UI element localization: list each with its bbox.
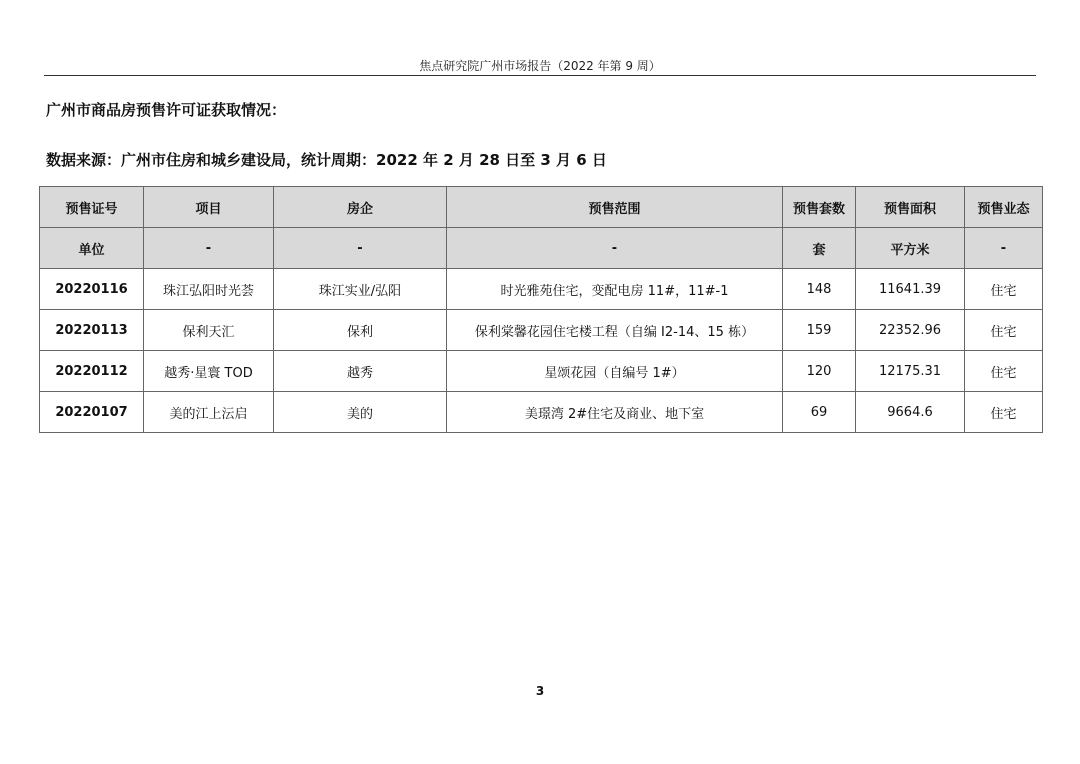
unit-cell: -: [965, 228, 1043, 269]
unit-cell: 平方米: [856, 228, 965, 269]
developer-cell: 珠江实业/弘阳: [274, 269, 447, 310]
column-header: 房企: [274, 187, 447, 228]
project-cell: 珠江弘阳时光荟: [144, 269, 274, 310]
page-number: 3: [535, 684, 545, 698]
column-header: 预售范围: [447, 187, 783, 228]
table-unit-row: [40, 228, 1043, 269]
table-header-row: [40, 187, 1043, 228]
area-cell: 9664.6: [856, 392, 965, 433]
column-header: 预售业态: [965, 187, 1043, 228]
project-cell: 越秀·星寰 TOD: [144, 351, 274, 392]
area-cell: 11641.39: [856, 269, 965, 310]
column-header: 预售面积: [856, 187, 965, 228]
developer-cell: 越秀: [274, 351, 447, 392]
table-row: [40, 310, 1043, 351]
permit-number-cell: 20220113: [40, 310, 144, 351]
unit-count-cell: 120: [783, 351, 856, 392]
table-row: [40, 269, 1043, 310]
property-type-cell: 住宅: [965, 351, 1043, 392]
area-cell: 22352.96: [856, 310, 965, 351]
presale-scope-cell: 星颂花园（自编号 1#）: [447, 351, 783, 392]
header-divider: [44, 75, 1036, 76]
property-type-cell: 住宅: [965, 269, 1043, 310]
section-title: 广州市商品房预售许可证获取情况：: [46, 101, 287, 119]
property-type-cell: 住宅: [965, 392, 1043, 433]
presale-scope-cell: 保利棠馨花园住宅楼工程（自编 I2-14、15 栋）: [447, 310, 783, 351]
page-header: 焦点研究院广州市场报告（2022 年第 9 周）: [419, 59, 661, 73]
unit-cell: -: [447, 228, 783, 269]
data-source-line: 数据来源：广州市住房和城乡建设局，统计周期：2022 年 2 月 28 日至 3 月 6 日: [46, 151, 607, 169]
permit-number-cell: 20220112: [40, 351, 144, 392]
table-row: [40, 392, 1043, 433]
table-row: [40, 351, 1043, 392]
column-header: 项目: [144, 187, 274, 228]
unit-cell: -: [144, 228, 274, 269]
unit-count-cell: 69: [783, 392, 856, 433]
property-type-cell: 住宅: [965, 310, 1043, 351]
developer-cell: 美的: [274, 392, 447, 433]
unit-count-cell: 159: [783, 310, 856, 351]
project-cell: 保利天汇: [144, 310, 274, 351]
permit-number-cell: 20220107: [40, 392, 144, 433]
project-cell: 美的江上沄启: [144, 392, 274, 433]
presale-scope-cell: 美璟湾 2#住宅及商业、地下室: [447, 392, 783, 433]
unit-cell: 套: [783, 228, 856, 269]
area-cell: 12175.31: [856, 351, 965, 392]
permit-number-cell: 20220116: [40, 269, 144, 310]
column-header: 预售套数: [783, 187, 856, 228]
unit-cell: -: [274, 228, 447, 269]
unit-count-cell: 148: [783, 269, 856, 310]
presale-scope-cell: 时光雅苑住宅，变配电房 11#，11#-1: [447, 269, 783, 310]
presale-permit-table: [39, 186, 1043, 433]
unit-cell: 单位: [40, 228, 144, 269]
column-header: 预售证号: [40, 187, 144, 228]
developer-cell: 保利: [274, 310, 447, 351]
